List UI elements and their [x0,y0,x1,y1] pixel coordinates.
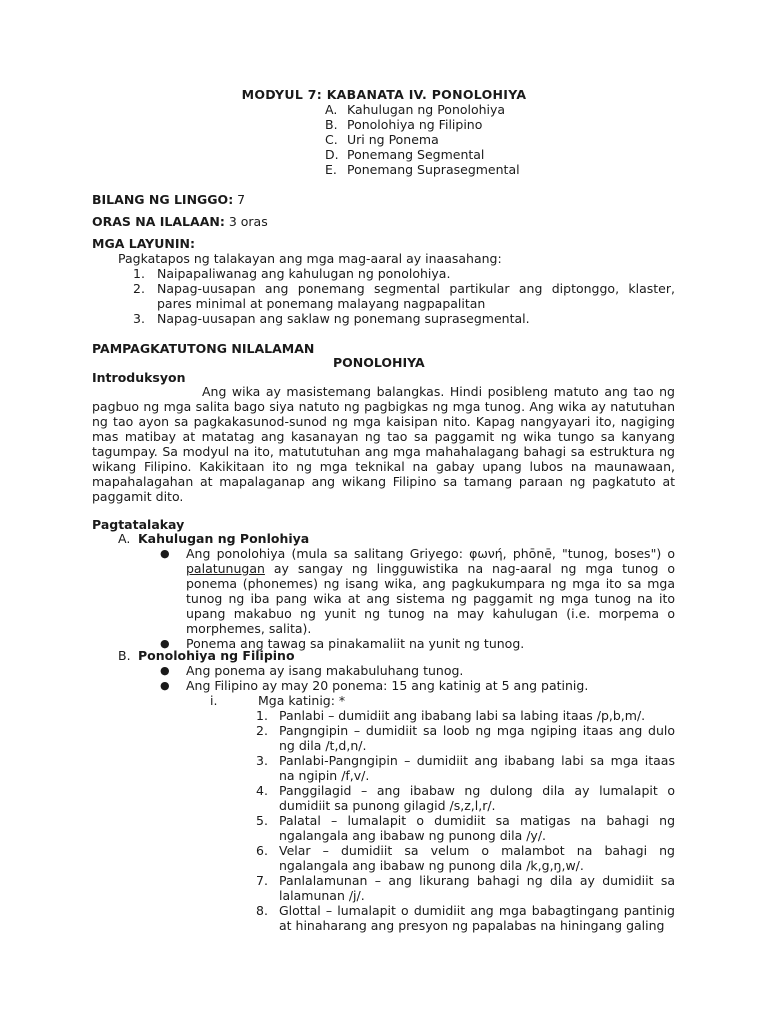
list-item: 8. Glottal – lumalapit o dumidiit ang mga babagtingang pantinig at hinaharang ang presyon ng papalabas na hiningang galing [256,903,675,933]
intro-paragraph: Ang wika ay masistemang balangkas. Hindi posibleng matuto ang tao ng pagbuo ng mga salita bago siya natuto ng pagbigkas ng mga tunog. Ang wika ay natutuhan ng tao ayon sa pagkakasunod-sunod ng mga kaisipan nito. Kapag nangyayari ito, nagiging mas matibay at matatag ang kasanayan ng tao sa paggamit ng wika tungo sa kanyang tagumpay. Sa modyul na ito, matututuhan ang mga mahahalagang bahagi sa estruktura ng wikang Filipino. Kakikitaan ito ng mga teknikal na gabay upang lubos na maunawaan, mapahalagahan at mapalaganap ang wikang Filipino sa tamang paraan ng pagkatuto at paggamit dito. [92,384,675,504]
toc-item: E. Ponemang Suprasegmental [325,162,520,177]
list-item: 3. Panlabi-Pangngipin – dumidiit ang ibabang labi sa mga itaas na ngipin /f,v/. [256,753,675,783]
section-b-heading: B. Ponolohiya ng Filipino [118,648,295,663]
table-of-contents [325,102,520,177]
list-item: 2. Pangngipin – dumidiit sa loob ng mga ngiping itaas ang dulo ng dila /t,d,n/. [256,723,675,753]
layunin-list [133,266,675,326]
list-item: 2. Napag-uusapan ang ponemang segmental partikular ang diptonggo, klaster, pares minimal at ponemang malayang nagpapalitan [133,281,675,311]
list-item: ● Ang Filipino ay may 20 ponema: 15 ang katinig at 5 ang patinig. [160,678,589,693]
list-item: 3. Napag-uusapan ang saklaw ng ponemang suprasegmental. [133,311,530,326]
bullet-icon: ● [160,664,170,677]
list-item: ● Ponema ang tawag sa pinakamaliit na yunit ng tunog. [160,636,525,651]
toc-item: C. Uri ng Ponema [325,132,439,147]
list-item: 6. Velar – dumidiit sa velum o malambot na bahagi ng ngalangala ang ibabaw ng punong dila /k,g,ŋ,w/. [256,843,675,873]
layunin-intro: Pagkatapos ng talakayan ang mga mag-aaral ay inaasahang: [118,251,502,266]
list-item: 1. Naipapaliwanag ang kahulugan ng ponolohiya. [133,266,451,281]
bullet-icon: ● [160,637,170,650]
toc-item: B. Ponolohiya ng Filipino [325,117,483,132]
toc-item: D. Ponemang Segmental [325,147,485,162]
list-item: ● Ang ponema ay isang makabuluhang tunog. [160,663,464,678]
section-b-bullets [160,663,675,693]
oras-na-ilalaan: ORAS NA ILALAAN: 3 oras [92,214,268,229]
layunin-heading: MGA LAYUNIN: [92,236,195,251]
list-item: 4. Panggilagid – ang ibabaw ng dulong dila ay lumalapit o dumidiit sa punong gilagid /s,z,l,r/. [256,783,675,813]
section-subheading: PONOLOHIYA [333,355,425,370]
katinig-list [256,708,675,933]
bullet-icon: ● [160,547,170,560]
list-item: 5. Palatal – lumalapit o dumidiit sa matigas na bahagi ng ngalangala ang ibabaw ng punong dila /y/. [256,813,675,843]
toc-item: A. Kahulugan ng Ponolohiya [325,102,506,117]
intro-heading: Introduksyon [92,370,186,385]
section-heading: PAMPAGKATUTONG NILALAMAN [92,341,315,356]
module-title: MODYUL 7: KABANATA IV. PONOLOHIYA [241,87,527,102]
section-a-heading: A. Kahulugan ng Ponlohiya [118,531,310,546]
section-a-bullets [160,546,675,651]
katinig-heading: i. Mga katinig: * [210,693,346,708]
list-item: 7. Panlalamunan – ang likurang bahagi ng dila ay dumidiit sa lalamunan /j/. [256,873,675,903]
list-item: ● Ang ponolohiya (mula sa salitang Griyego: φωνή, phōnē, "tunog, boses") o palatunugan ay sangay ng lingguwistika na nag-aaral ng mga tunog o ponema (phonemes) ng isang wika, ang pagkukumpara ng mga ito sa mga tunog ng iba pang wika at ang sistema ng paggamit ng mga tunog na ito upang makabuo ng yunit ng tunog na may kahulugan (i.e. morpema o morphemes, salita). [160,546,675,636]
bullet-icon: ● [160,679,170,692]
list-item: 1. Panlabi – dumidiit ang ibabang labi sa labing itaas /p,b,m/. [256,708,646,723]
bilang-ng-linggo: BILANG NG LINGGO: 7 [92,192,246,207]
pagtatalakay-heading: Pagtatalakay [92,517,185,532]
